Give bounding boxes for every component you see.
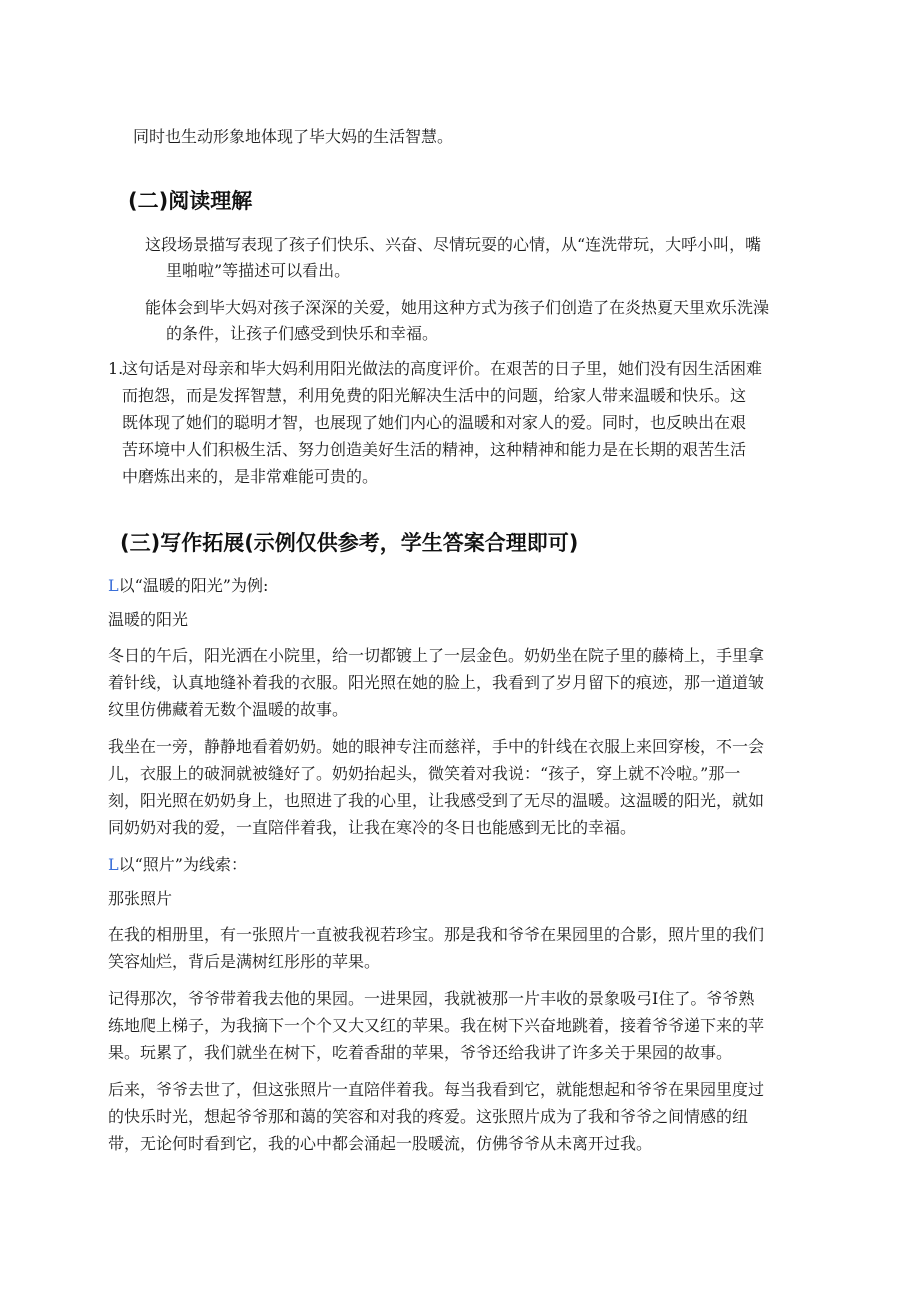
example1-para1-line: 冬日的午后，阳光洒在小院里，给一切都镀上了一层金色。奶奶坐在院子里的藤椅上，手里拿 — [108, 646, 765, 665]
example2-para3-line: 的快乐时光，想起爷爷那和蔼的笑容和对我的疼爱。这张照片成为了我和爷爷之间情感的纽 — [108, 1107, 749, 1126]
example1-para1-line: 纹里仿佛藏着无数个温暖的故事。 — [108, 700, 349, 719]
example2-para1-line: 在我的相册里，有一张照片一直被我视若珍宝。那是我和爷爷在果园里的合影，照片里的我们 — [108, 925, 765, 944]
example1-marker: L — [108, 576, 119, 595]
s2-item3-line: 既体现了她们的聪明才智，也展现了她们内心的温暖和对家人的爱。同时，也反映出在艰 — [122, 413, 747, 432]
intro-line: 同时也生动形象地体现了毕大妈的生活智慧。 — [133, 127, 454, 146]
example1-para2-line: 我坐在一旁，静静地看着奶奶。她的眼神专注而慈祥，手中的针线在衣服上来回穿梭，不一会 — [108, 737, 765, 756]
example1-para2-line: 刻，阳光照在奶奶身上，也照进了我的心里，让我感受到了无尽的温暖。这温暖的阳光，就如 — [108, 791, 765, 810]
example2-marker: L — [108, 855, 119, 874]
example1-para2-line: 儿，衣服上的破洞就被缝好了。奶奶抬起头，微笑着对我说：“孩子，穿上就不冷啦。”那一 — [108, 764, 741, 783]
example2-para3-line: 后来，爷爷去世了，但这张照片一直陪伴着我。每当我看到它，就能想起和爷爷在果园里度过 — [108, 1080, 765, 1099]
s2-item3-line: 而抱怨，而是发挥智慧，利用免费的阳光解决生活中的问题，给家人带来温暖和快乐。这 — [122, 386, 747, 405]
example2-para1-line: 笑容灿烂，背后是满树红彤彤的苹果。 — [108, 952, 381, 971]
example1-para2-line: 同奶奶对我的爱，一直陪伴着我，让我在寒冷的冬日也能感到无比的幸福。 — [108, 818, 637, 837]
s2-item3-line: 这句话是对母亲和毕大妈利用阳光做法的高度评价。在艰苦的日子里，她们没有因生活困难 — [122, 359, 763, 378]
example2-label — [108, 852, 247, 878]
s2-item3-number: 1. — [108, 359, 124, 378]
example2-title: 那张照片 — [108, 889, 173, 908]
example1-label-text: 以“温暖的阳光”为例: — [118, 576, 269, 595]
s2-item3-line: 苦环境中人们积极生活、努力创造美好生活的精神，这种精神和能力是在长期的艰苦生活 — [122, 440, 747, 459]
section3-heading: (三)写作拓展(示例仅供参考，学生答案合理即可) — [120, 531, 579, 555]
example1-para1-line: 着针线，认真地缝补着我的衣服。阳光照在她的脸上，我看到了岁月留下的痕迹，那一道道皱 — [108, 673, 765, 692]
example2-para3-line: 带，无论何时看到它，我的心中都会涌起一股暖流，仿佛爷爷从未离开过我。 — [108, 1134, 653, 1153]
example1-title: 温暖的阳光 — [108, 610, 189, 629]
example1-label — [108, 573, 268, 599]
section2-heading: (二)阅读理解 — [128, 189, 253, 213]
s2-item2-line2: 的条件，让孩子们感受到快乐和幸福。 — [166, 324, 439, 343]
s2-item3-line: 中磨炼出来的，是非常难能可贵的。 — [122, 467, 379, 486]
example2-label-text: 以“照片”为线索： — [118, 855, 247, 874]
example2-para2-line: 果。玩累了，我们就坐在树下，吃着香甜的苹果，爷爷还给我讲了许多关于果园的故事。 — [108, 1043, 733, 1062]
example2-para2-line: 记得那次，爷爷带着我去他的果园。一进果园，我就被那一片丰收的景象吸弓I住了。爷爷熟 — [108, 989, 755, 1008]
s2-item1-line1: 这段场景描写表现了孩子们快乐、兴奋、尽情玩耍的心情，从“连洗带玩，大呼小叫，嘴 — [145, 235, 762, 254]
s2-item2-line1: 能体会到毕大妈对孩子深深的关爱，她用这种方式为孩子们创造了在炎热夏天里欢乐洗澡 — [145, 298, 770, 317]
example2-para2-line: 练地爬上梯子，为我摘下一个个又大又红的苹果。我在树下兴奋地跳着，接着爷爷递下来的苹 — [108, 1016, 765, 1035]
s2-item1-line2: 里啪啦”等描述可以看出。 — [166, 261, 351, 280]
